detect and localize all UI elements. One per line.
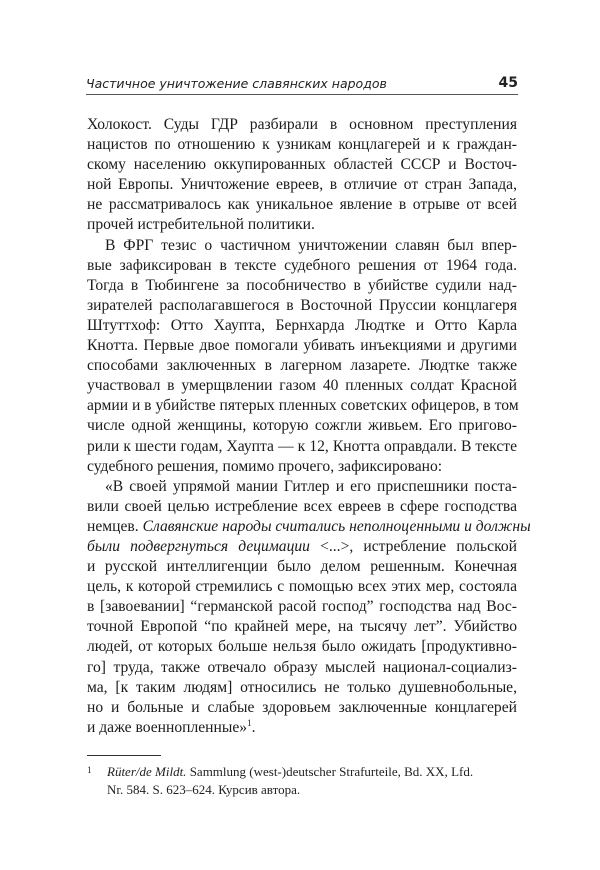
- footnote-citation-line2: Nr. 584. S. 623–624. Курсив автора.: [107, 781, 301, 797]
- text-line: не рассматривалось как уникальное явление в отрыве от всей: [87, 196, 517, 214]
- footnote-author: Rüter/de Mildt.: [107, 764, 187, 779]
- running-title: Частичное уничтожение славянских народов: [86, 76, 387, 91]
- footnote-mark: 1: [87, 765, 92, 775]
- footnote-1: [87, 763, 517, 798]
- text-line: нацистов по отношению к узникам концлагерей и к граждан-: [87, 136, 517, 154]
- text-line: вые зафиксирован в тексте судебного решения от 1964 года.: [87, 256, 517, 274]
- footnote-citation: Sammlung (west-)deutscher Strafurteile, Bd. XX, Lfd.: [186, 764, 474, 779]
- text-line: и русской интеллигенции было делом решенным. Конечная: [87, 558, 517, 576]
- text-line: числе одной женщины, которую сожгли живьем. Его пригово-: [87, 417, 517, 435]
- paragraph-1: [87, 115, 517, 236]
- emphasis-text: были подвергнуться децимации: [87, 537, 310, 555]
- text-line: ной Европы. Уничтожение евреев, в отличие от стран Запада,: [87, 176, 517, 194]
- text-line: Холокост. Суды ГДР разбирали в основном преступления: [87, 116, 517, 133]
- text-line: го] труда, также отвечало образу мыслей национал-социализ-: [87, 658, 517, 676]
- text-line: но и больные и слабые здоровьем заключенные концлагерей: [87, 698, 517, 716]
- text-line: цель, к которой стремились с помощью всех этих мер, состояла: [87, 578, 517, 596]
- text-line: рили к шести годам, Хаупта — к 12, Кнотта оправдали. В тексте: [87, 437, 517, 455]
- paragraph-2: [87, 236, 517, 477]
- text-line: точной Европой “по крайней мере, на тысячу лет”. Убийство: [87, 618, 517, 636]
- text-line: скому населению оккупированных областей СССР и Восточ-: [87, 156, 517, 174]
- text-line: армии и в убийстве пятерых пленных советских офицеров, в том: [87, 397, 519, 415]
- text-line: ма, [к таким людям] относились не только душевнобольные,: [87, 678, 517, 696]
- plain-text: .: [251, 718, 256, 736]
- text-line: Тогда в Тюбингене за пособничество в убийстве судили над-: [87, 276, 517, 294]
- text-line: [87, 517, 531, 537]
- text-line: вили своей целью истребление всех евреев в сфере господства: [87, 497, 517, 515]
- footnote-divider: [87, 755, 161, 756]
- plain-text: <...>, истребление польской: [309, 537, 518, 555]
- running-header: [86, 71, 518, 95]
- plain-text: немцев.: [87, 517, 143, 535]
- text-line: участвовал в умерщвлении газом 40 пленных солдат Красной: [87, 377, 517, 395]
- emphasis-text: Славянские народы считались неполноценными и должны: [142, 517, 531, 535]
- court-quote: [87, 477, 531, 738]
- text-line: «В своей упрямой мании Гитлер и его приспешники поста-: [105, 477, 517, 495]
- footnote-text: [87, 763, 517, 798]
- text-line: В ФРГ тезис о частичном уничтожении славян был впер-: [105, 236, 517, 254]
- text-line: [87, 537, 517, 557]
- plain-text: и даже военнопленные»: [87, 718, 248, 736]
- text-line: способами заключенных в лагерном лазарете. Людтке также: [87, 357, 517, 375]
- text-line: людей, от которых больше нельзя было ожидать [продуктивно-: [87, 638, 517, 656]
- text-line: [87, 718, 517, 738]
- footnote-reference[interactable]: 1: [247, 717, 252, 728]
- page-number: 45: [498, 75, 518, 91]
- text-line: зирателей располагавшегося в Восточной Пруссии концлагеря: [87, 296, 517, 314]
- text-line: судебного решения, помимо прочего, зафиксировано:: [87, 457, 443, 475]
- text-line: прочей истребительной политики.: [87, 216, 315, 234]
- text-line: Кнотта. Первые двое помогали убивать инъекциями и другими: [87, 337, 517, 355]
- text-line: Штуттхоф: Отто Хаупта, Бернхарда Людтке и Отто Карла: [87, 316, 517, 334]
- main-text: [87, 115, 531, 738]
- text-line: в [завоевании] “германской расой господ” господства над Вос-: [87, 598, 517, 616]
